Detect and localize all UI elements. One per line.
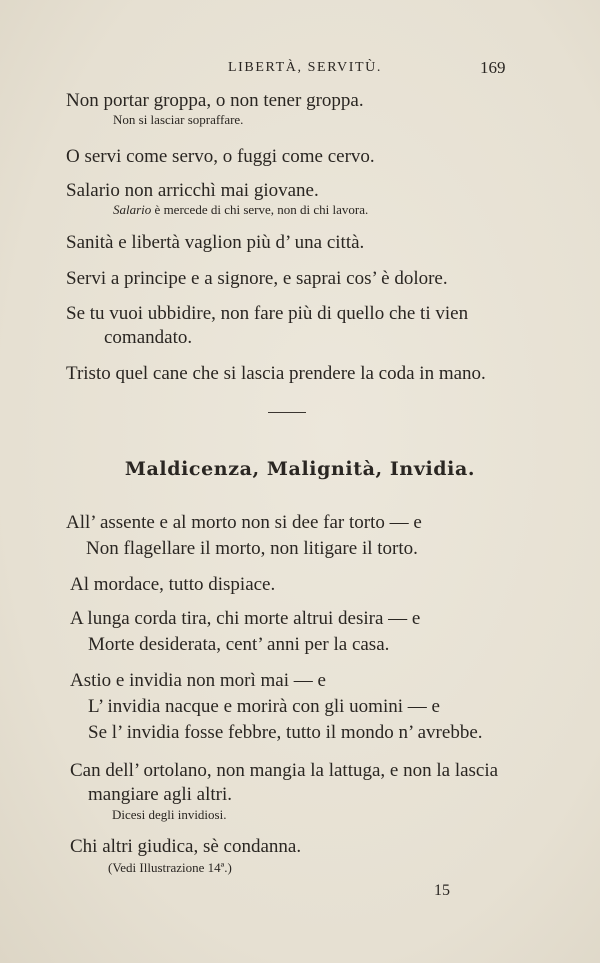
proverb-gloss xyxy=(113,202,368,218)
proverb-line: Servi a principe e a signore, e saprai cos’ è dolore. xyxy=(66,268,448,289)
proverb-variant: L’ invidia nacque e morirà con gli uomini — e xyxy=(88,696,440,717)
proverb-line: A lunga corda tira, chi morte altrui desira — e xyxy=(70,608,421,629)
proverb-line: Tristo quel cane che si lascia prendere la coda in mano. xyxy=(66,363,486,384)
proverb-line: Sanità e libertà vaglion più d’ una città. xyxy=(66,232,365,253)
proverb-line: All’ assente e al morto non si dee far torto — e xyxy=(66,512,422,533)
section-divider xyxy=(268,412,306,413)
proverb-line: Se tu vuoi ubbidire, non fare più di quello che ti vien xyxy=(66,303,469,324)
proverb-gloss: Non si lasciar sopraffare. xyxy=(113,112,244,127)
gloss-text: è mercede di chi serve, non di chi lavora. xyxy=(154,202,369,217)
proverb-continuation: mangiare agli altri. xyxy=(88,784,233,805)
proverb-line: Non portar groppa, o non tener groppa. xyxy=(66,90,364,111)
proverb-variant: Non flagellare il morto, non litigare il torto. xyxy=(86,538,418,559)
proverb-variant: Se l’ invidia fosse febbre, tutto il mondo n’ avrebbe. xyxy=(88,722,483,743)
page-header xyxy=(0,58,600,82)
running-title: LIBERTÀ, SERVITÙ. xyxy=(228,60,382,75)
proverb-line: Salario non arricchì mai giovane. xyxy=(66,180,319,201)
gloss-italic-term: Salario xyxy=(113,202,152,217)
proverb-line: O servi come servo, o fuggi come cervo. xyxy=(66,146,375,167)
section-title: Maldicenza, Malignità, Invidia. xyxy=(124,458,476,480)
illustration-reference: (Vedi Illustrazione 14ª.) xyxy=(108,860,232,875)
page-number: 169 xyxy=(480,58,506,77)
proverb-line: Chi altri giudica, sè condanna. xyxy=(70,836,302,857)
proverb-gloss: Dicesi degli invidiosi. xyxy=(112,807,227,822)
proverb-line: Astio e invidia non morì mai — e xyxy=(70,670,326,691)
proverb-line: Can dell’ ortolano, non mangia la lattuga, e non la lascia xyxy=(70,760,499,781)
proverb-variant: Morte desiderata, cent’ anni per la casa. xyxy=(88,634,390,655)
proverb-line: Al mordace, tutto dispiace. xyxy=(70,574,276,595)
printer-signature-mark: 15 xyxy=(434,882,450,899)
proverb-continuation: comandato. xyxy=(104,327,193,348)
